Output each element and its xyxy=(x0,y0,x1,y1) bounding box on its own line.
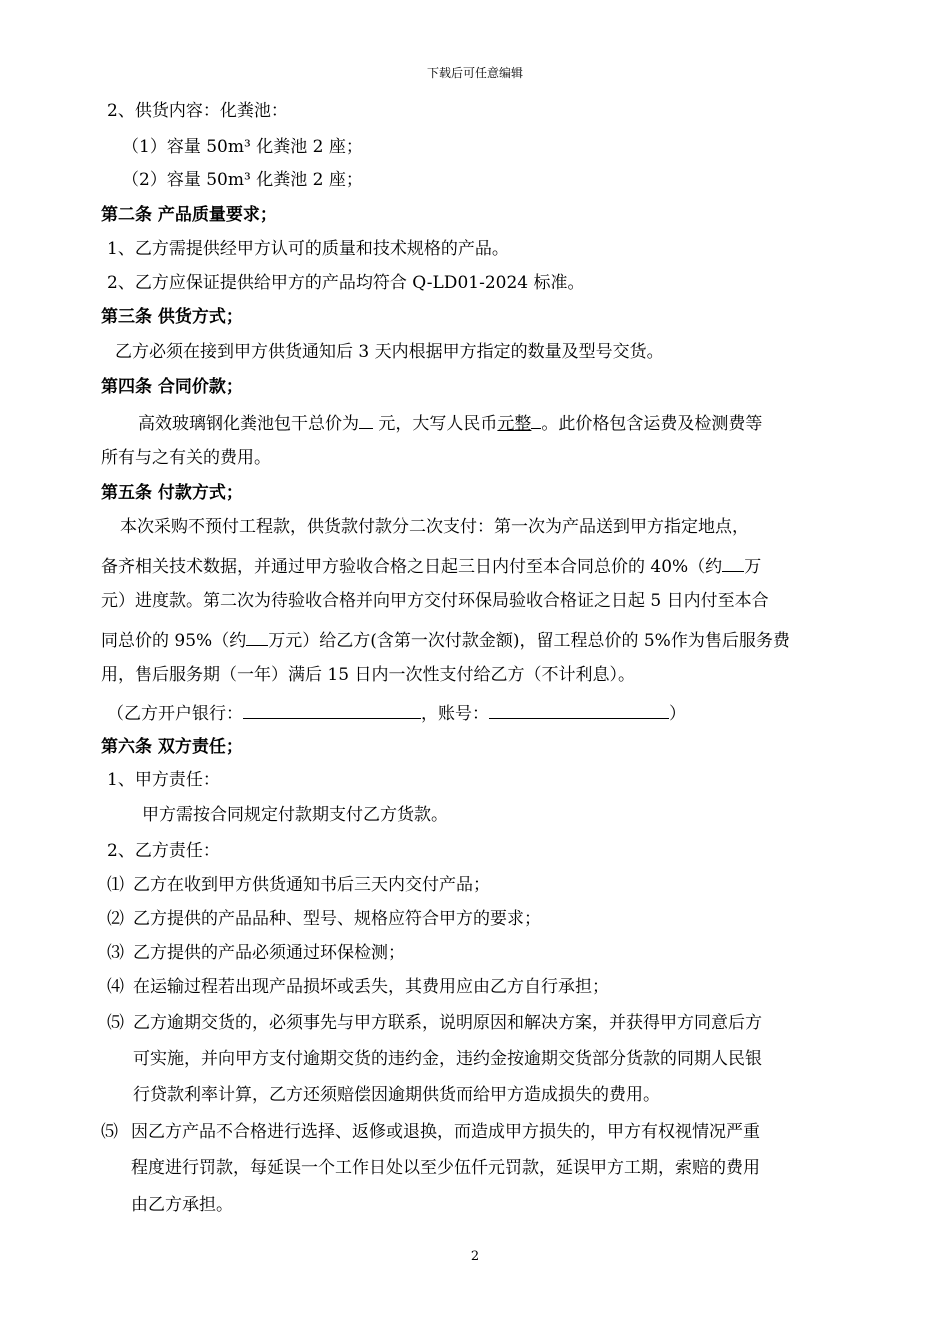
list-item xyxy=(107,909,541,929)
article-2-line-2: 2、乙方应保证提供给甲方的产品均符合 Q-LD01-2024 标准。 xyxy=(107,273,585,293)
list-item xyxy=(107,875,490,895)
article-4-line-1 xyxy=(138,411,762,434)
article-5-line-2-text: 备齐相关技术数据，并通过甲方验收合格之日起三日内付至本合同总价的 40%（约 xyxy=(101,557,723,577)
article-5-line-1: 本次采购不预付工程款，供货款付款分二次支付：第一次为产品送到甲方指定地点， xyxy=(120,517,749,537)
price-capital-blank xyxy=(531,411,541,429)
list-item-text: 乙方在收到甲方供货通知书后三天内交付产品； xyxy=(133,875,490,895)
party-a-text: 甲方需按合同规定付款期支付乙方货款。 xyxy=(142,805,448,825)
article-5-heading: 第五条 付款方式； xyxy=(101,483,243,503)
page-number: 2 xyxy=(470,1249,480,1264)
article-2-line-1: 1、乙方需提供经甲方认可的质量和技术规格的产品。 xyxy=(107,239,509,259)
list-item-number: ⑸ xyxy=(101,1122,118,1142)
price-text-b: 元，大写人民币 xyxy=(373,414,498,434)
list-item-text: 乙方逾期交货的，必须事先与甲方联系，说明原因和解决方案，并获得甲方同意后方 xyxy=(133,1013,762,1033)
article-5-line-4-text-b: 万元）给乙方(含第一次付款金额)，留工程总价的 5%作为售后服务费 xyxy=(268,631,790,651)
article-5-line-4 xyxy=(101,628,790,651)
list-item xyxy=(107,977,609,997)
bank-label: （乙方开户银行： xyxy=(107,704,243,724)
bank-blank xyxy=(243,701,421,719)
article-2-heading: 第二条 产品质量要求； xyxy=(101,205,277,225)
page-header: 下载后可任意编辑 xyxy=(426,66,523,80)
supply-title: 2、供货内容：化粪池： xyxy=(107,101,288,121)
article-4-line-2: 所有与之有关的费用。 xyxy=(101,448,271,468)
article-6-heading: 第六条 双方责任； xyxy=(101,737,243,757)
list-item-text: 因乙方产品不合格进行选择、返修或退换，而造成甲方损失的，甲方有权视情况严重 xyxy=(131,1122,760,1142)
bank-close: ） xyxy=(669,704,686,724)
list-item-5-line-2: 可实施，并向甲方支付逾期交货的违约金，违约金按逾期交货部分货款的同期人民银 xyxy=(133,1049,762,1069)
article-3-line-1: 乙方必须在接到甲方供货通知后 3 天内根据甲方指定的数量及型号交货。 xyxy=(115,342,664,362)
article-5-line-2-unit: 万 xyxy=(744,557,762,577)
list-item xyxy=(107,943,405,963)
list-item-6-line-3: 由乙方承担。 xyxy=(131,1195,233,1215)
amount-blank-2 xyxy=(246,628,268,646)
supply-item-1: （1）容量 50m³ 化粪池 2 座； xyxy=(122,137,363,157)
account-blank xyxy=(489,701,669,719)
supply-item-2: （2）容量 50m³ 化粪池 2 座； xyxy=(122,170,363,190)
account-label: ，账号： xyxy=(421,704,489,724)
article-5-line-2 xyxy=(101,554,761,577)
price-blank xyxy=(359,411,373,429)
list-item-number: ⑵ xyxy=(107,909,124,929)
list-item-number: ⑷ xyxy=(107,977,124,997)
bank-info-line xyxy=(107,701,686,724)
article-4-heading: 第四条 合同价款； xyxy=(101,377,243,397)
list-item-text: 乙方提供的产品必须通过环保检测； xyxy=(133,943,405,963)
list-item-number: ⑴ xyxy=(107,875,124,895)
party-a-title: 1、甲方责任： xyxy=(107,770,220,790)
price-text-a: 高效玻璃钢化粪池包干总价为 xyxy=(138,414,359,434)
list-item-6-line-2: 程度进行罚款，每延误一个工作日处以至少伍仟元罚款，延误甲方工期，索赔的费用 xyxy=(131,1158,760,1178)
list-item-text: 在运输过程若出现产品损坏或丢失，其费用应由乙方自行承担； xyxy=(133,977,609,997)
list-item-number: ⑸ xyxy=(107,1013,124,1033)
article-5-line-5: 用，售后服务期（一年）满后 15 日内一次性支付给乙方（不计利息）。 xyxy=(101,665,635,685)
article-3-heading: 第三条 供货方式； xyxy=(101,307,243,327)
amount-blank-1 xyxy=(722,554,744,572)
article-5-line-4-text-a: 同总价的 95%（约 xyxy=(101,631,247,651)
party-b-title: 2、乙方责任： xyxy=(107,841,220,861)
article-5-line-3: 元）进度款。第二次为待验收合格并向甲方交付环保局验收合格证之日起 5 日内付至本合 xyxy=(101,591,769,611)
list-item-number: ⑶ xyxy=(107,943,124,963)
list-item-5-line-1 xyxy=(107,1013,762,1033)
list-item-6-line-1 xyxy=(101,1122,760,1142)
price-capital: 元整 xyxy=(497,414,532,434)
price-text-d: 。此价格包含运费及检测费等 xyxy=(541,414,763,434)
list-item-5-line-3: 行贷款利率计算，乙方还须赔偿因逾期供货而给甲方造成损失的费用。 xyxy=(133,1085,660,1105)
list-item-text: 乙方提供的产品品种、型号、规格应符合甲方的要求； xyxy=(133,909,541,929)
